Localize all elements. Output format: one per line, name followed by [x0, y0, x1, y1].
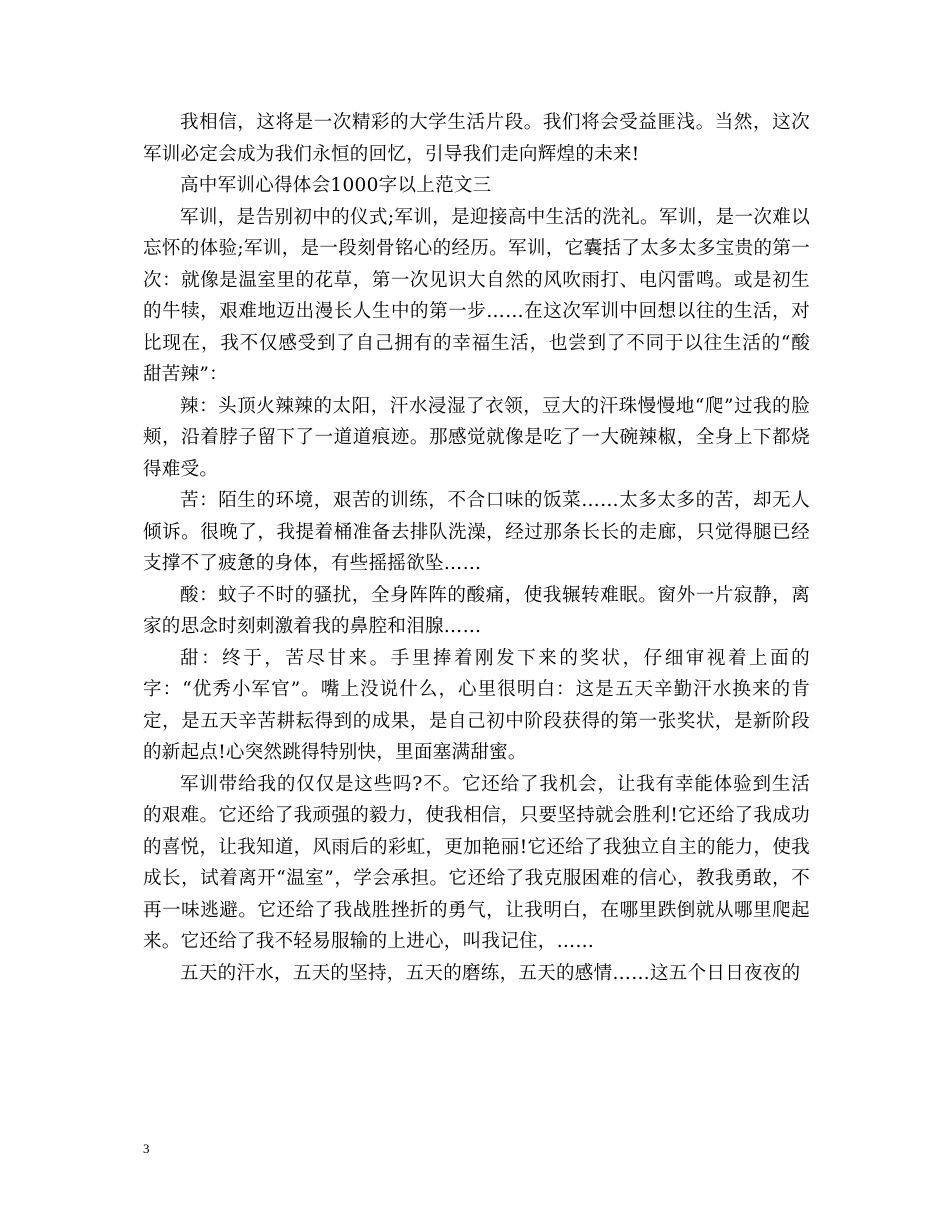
paragraph-intro-conclusion: 我相信，这将是一次精彩的大学生活片段。我们将会受益匪浅。当然，这次军训必定会成为我们永恒的回忆，引导我们走向辉煌的未来! [143, 112, 810, 165]
section-heading: 高中军训心得体会1000字以上范文三 [180, 175, 492, 196]
paragraph-sour: 酸：蚊子不时的骚扰，全身阵阵的酸痛，使我辗转难眠。窗外一片寂静，离家的思念时刻刺激着我的鼻腔和泪腺…… [143, 584, 810, 637]
page-number: 3 [143, 1141, 150, 1156]
document-body [143, 107, 810, 989]
paragraph-what-training-gave: 军训带给我的仅仅是这些吗?不。它还给了我机会，让我有幸能体验到生活的艰难。它还给了我顽强的毅力，使我相信，只要坚持就会胜利!它还给了我成功的喜悦，让我知道，风雨后的彩虹，更加艳丽!它还给了我独立自主的能力，使我成长，试着离开“温室”，学会承担。它还给了我克服困难的信心，教我勇敢，不再一味逃避。它还给了我战胜挫折的勇气，让我明白，在哪里跌倒就从哪里爬起来。它还给了我不轻易服输的上进心，叫我记住，…… [143, 773, 810, 952]
paragraph-bitter: 苦：陌生的环境，艰苦的训练，不合口味的饭菜……太多太多的苦，却无人倾诉。很晚了，我提着桶准备去排队洗澡，经过那条长长的走廊，只觉得腿已经支撑不了疲惫的身体，有些摇摇欲坠…… [143, 490, 810, 574]
paragraph-five-days: 五天的汗水，五天的坚持，五天的磨练，五天的感情……这五个日日夜夜的 [180, 962, 801, 984]
paragraph-military-training-intro: 军训，是告别初中的仪式;军训，是迎接高中生活的洗礼。军训，是一次难以忘怀的体验;军训，是一段刻骨铭心的经历。军训，它囊括了太多太多宝贵的第一次：就像是温室里的花草，第一次见识大自然的风吹雨打、电闪雷鸣。或是初生的牛犊，艰难地迈出漫长人生中的第一步……在这次军训中回想以往的生活，对比现在，我不仅感受到了自己拥有的幸福生活，也尝到了不同于以往生活的“酸甜苦辣”： [143, 206, 810, 385]
paragraph-spicy: 辣：头顶火辣辣的太阳，汗水浸湿了衣领，豆大的汗珠慢慢地“爬”过我的脸颊，沿着脖子留下了一道道痕迹。那感觉就像是吃了一大碗辣椒，全身上下都烧得难受。 [143, 395, 810, 480]
paragraph-sweet: 甜：终于，苦尽甘来。手里捧着刚发下来的奖状，仔细审视着上面的字：“优秀小军官”。嘴上没说什么，心里很明白：这是五天辛勤汗水换来的肯定，是五天辛苦耕耘得到的成果，是自己初中阶段获得的第一张奖状，是新阶段的新起点!心突然跳得特别快，里面塞满甜蜜。 [143, 647, 810, 763]
